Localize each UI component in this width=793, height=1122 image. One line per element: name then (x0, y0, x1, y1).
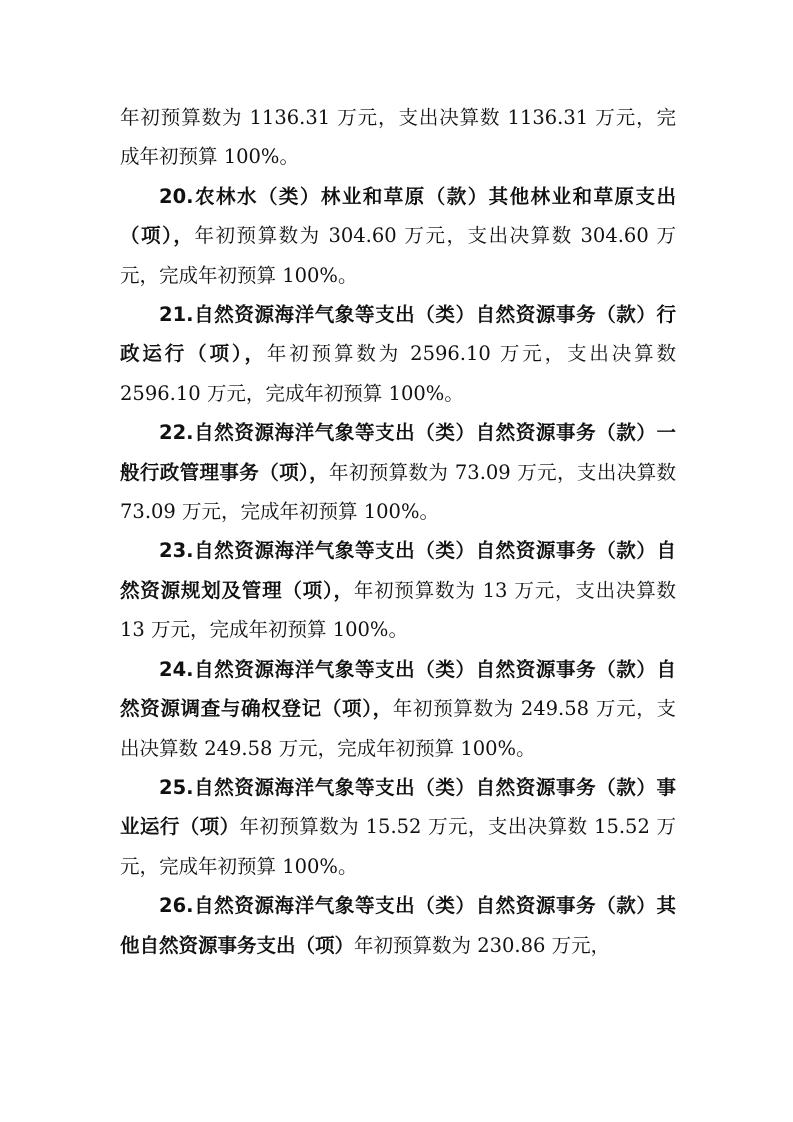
paragraph-21 (120, 295, 676, 413)
paragraph-text: 年初预算数为 249.58 万元，支出决算数 249.58 万元，完成年初预算 100%。 (120, 697, 676, 760)
paragraph-text: 年初预算数为 73.09 万元，支出决算数 73.09 万元，完成年初预算 100%。 (120, 460, 676, 524)
paragraph-heading: 20.农林水（类）林业和草原（款）其他林业和草原支出（项）， (120, 184, 676, 248)
paragraph-heading: 26.自然资源海洋气象等支出（类）自然资源事务（款）其他自然资源事务支出（项） (120, 894, 676, 957)
paragraph-19-continuation (120, 98, 676, 177)
paragraph-25 (120, 768, 676, 886)
paragraph-heading: 23.自然资源海洋气象等支出（类）自然资源事务（款）自然资源规划及管理（项）， (120, 539, 676, 602)
paragraph-text: 年初预算数为 230.86 万元， (354, 933, 611, 957)
paragraph-text: 年初预算数为 15.52 万元，支出决算数 15.52 万元，完成年初预算 100%。 (120, 815, 676, 878)
paragraph-26 (120, 886, 676, 965)
paragraph-22 (120, 413, 676, 531)
paragraph-20 (120, 177, 676, 295)
paragraph-heading: 22.自然资源海洋气象等支出（类）自然资源事务（款）一般行政管理事务（项）， (120, 421, 676, 484)
paragraph-text: 年初预算数为 2596.10 万元，支出决算数 2596.10 万元，完成年初预算 100%。 (120, 342, 676, 405)
paragraph-text: 年初预算数为 1136.31 万元，支出决算数 1136.31 万元，完成年初预算 100%。 (120, 106, 676, 169)
paragraph-heading: 25.自然资源海洋气象等支出（类）自然资源事务（款）事业运行（项） (120, 775, 676, 839)
paragraph-23 (120, 531, 676, 649)
paragraph-heading: 21.自然资源海洋气象等支出（类）自然资源事务（款）行政运行（项）， (120, 303, 676, 366)
paragraph-text: 年初预算数为 13 万元，支出决算数 13 万元，完成年初预算 100%。 (120, 578, 676, 642)
paragraph-text: 年初预算数为 304.60 万元，支出决算数 304.60 万元，完成年初预算 100%。 (120, 224, 676, 287)
paragraph-24 (120, 650, 676, 768)
document-body (120, 98, 676, 965)
paragraph-heading: 24.自然资源海洋气象等支出（类）自然资源事务（款）自然资源调查与确权登记（项）， (120, 657, 676, 721)
